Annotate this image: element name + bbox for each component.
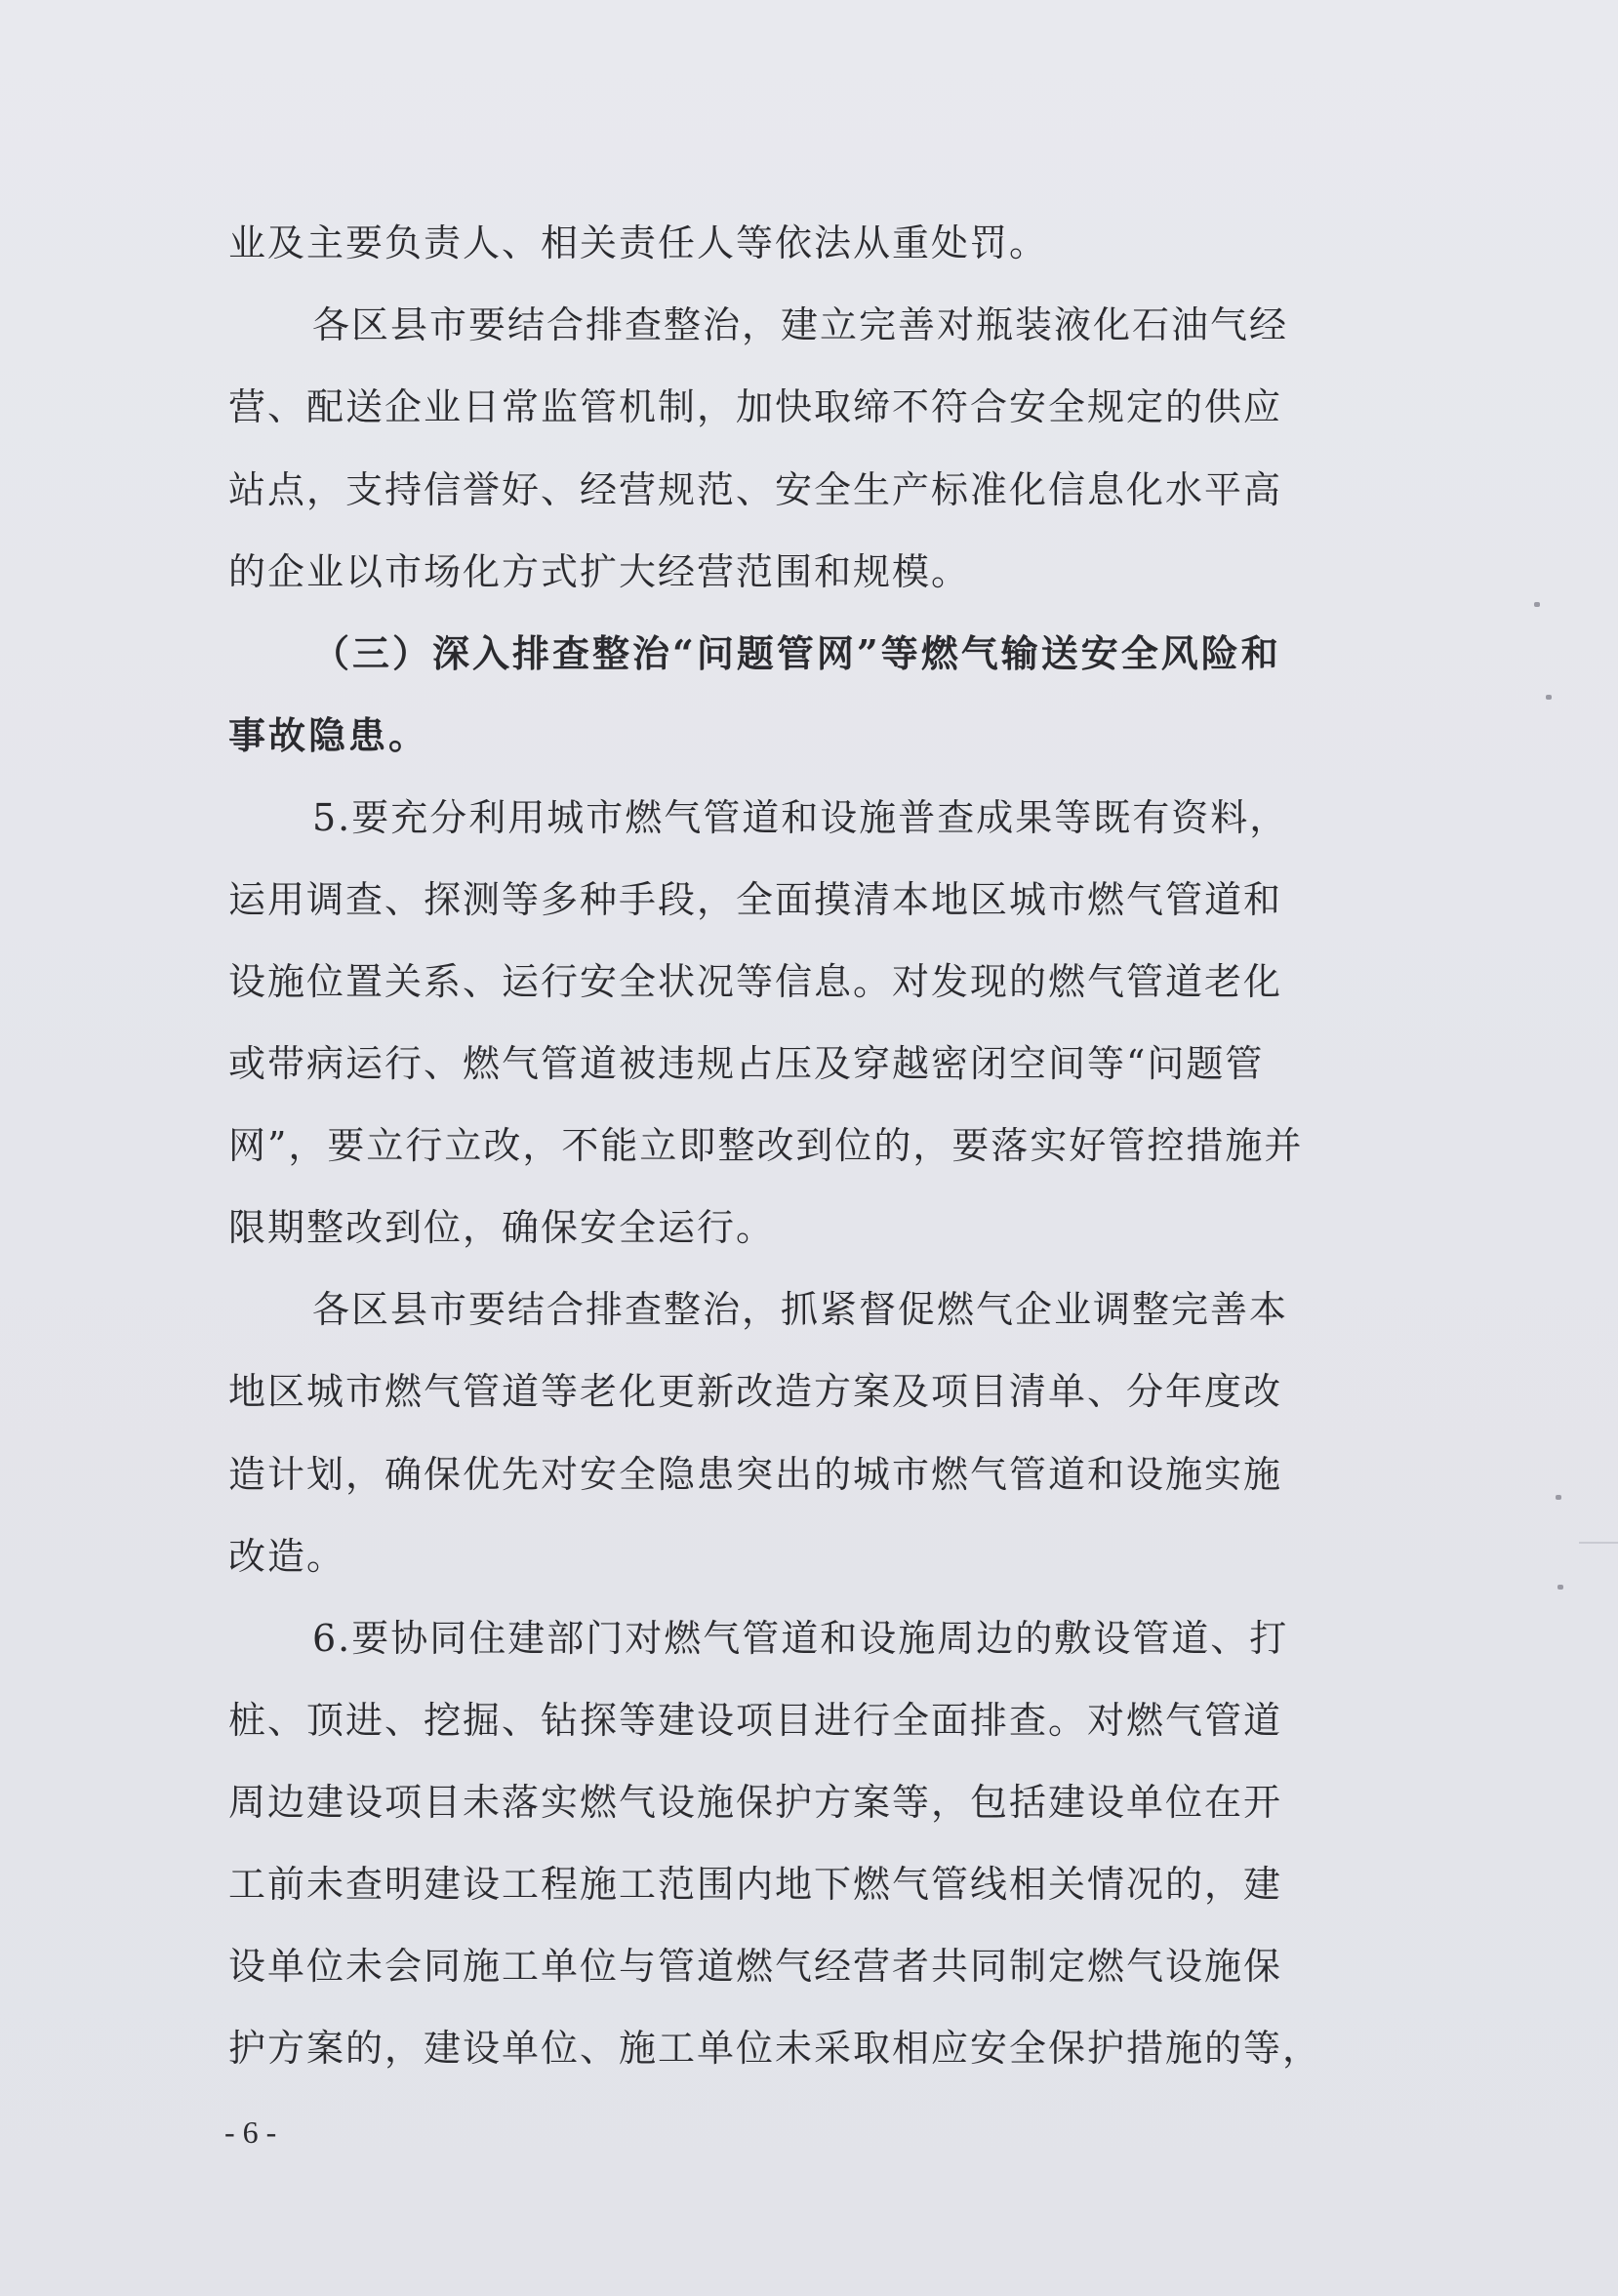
text-line: 地区城市燃气管道等老化更新改造方案及项目清单、分年度改 [228, 1370, 1283, 1413]
text-line: 造计划，确保优先对安全隐患突出的城市燃气管道和设施实施 [228, 1453, 1283, 1496]
text-line: 桩、顶进、挖掘、钻探等建设项目进行全面排查。对燃气管道 [228, 1699, 1283, 1742]
scan-speck [1556, 1495, 1561, 1500]
scan-speck [1557, 1585, 1563, 1590]
text-line: 站点，支持信誉好、经营规范、安全生产标准化信息化水平高 [228, 468, 1283, 511]
text-line: 设施位置关系、运行安全状况等信息。对发现的燃气管道老化 [228, 960, 1283, 1003]
scan-speck [1546, 695, 1552, 700]
text-line: 业及主要负责人、相关责任人等依法从重处罚。 [228, 222, 1049, 264]
text-line: 或带病运行、燃气管道被违规占压及穿越密闭空间等“问题管 [228, 1042, 1265, 1085]
paragraph-first-line: 各区县市要结合排查整治，建立完善对瓶装液化石油气经 [312, 303, 1289, 346]
text-line: 的企业以市场化方式扩大经营范围和规模。 [228, 550, 971, 593]
text-line: 设单位未会同施工单位与管道燃气经营者共同制定燃气设施保 [228, 1945, 1283, 1988]
section-heading-line-2: 事故隐患。 [228, 713, 429, 757]
text-line: 改造。 [228, 1535, 346, 1578]
paragraph-first-line: 各区县市要结合排查整治，抓紧督促燃气企业调整完善本 [312, 1288, 1289, 1331]
scan-edge-mark [1579, 1542, 1618, 1544]
text-line: 工前未查明建设工程施工范围内地下燃气管线相关情况的，建 [228, 1863, 1283, 1906]
text-line: 网”，要立行立改，不能立即整改到位的，要落实好管控措施并 [228, 1124, 1304, 1167]
text-line: 营、配送企业日常监管机制，加快取缔不符合安全规定的供应 [228, 385, 1283, 428]
paragraph-first-line: 6.要协同住建部门对燃气管道和设施周边的敷设管道、打 [312, 1617, 1289, 1660]
text-line: 运用调查、探测等多种手段，全面摸清本地区城市燃气管道和 [228, 878, 1283, 921]
page-number: - 6 - [224, 2115, 277, 2150]
text-line: 周边建设项目未落实燃气设施保护方案等，包括建设单位在开 [228, 1781, 1283, 1824]
section-heading-line-1: （三）深入排查整治“问题管网”等燃气输送安全风险和 [312, 631, 1281, 675]
text-line: 限期整改到位，确保安全运行。 [228, 1206, 776, 1249]
paragraph-first-line: 5.要充分利用城市燃气管道和设施普查成果等既有资料， [312, 796, 1289, 839]
scan-speck [1534, 602, 1540, 607]
text-line: 护方案的，建设单位、施工单位未采取相应安全保护措施的等， [228, 2027, 1322, 2070]
